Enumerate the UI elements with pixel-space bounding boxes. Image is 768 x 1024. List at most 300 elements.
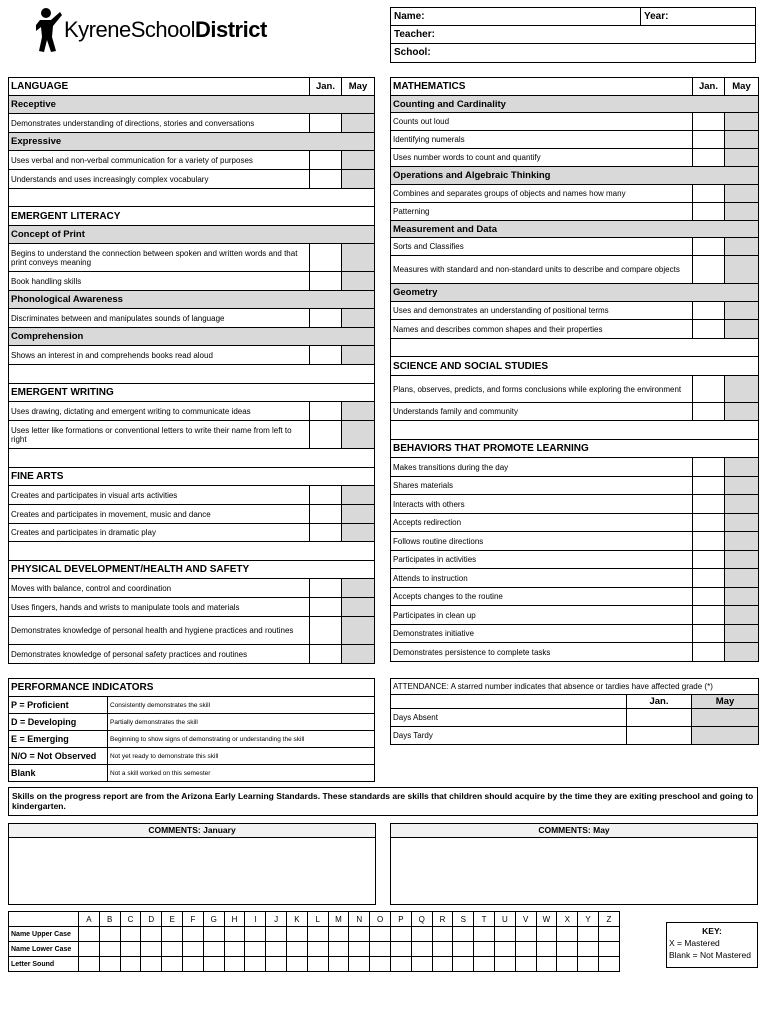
student-info-box: [390, 7, 756, 63]
key-box: [666, 922, 758, 968]
letter-cell[interactable]: [432, 957, 453, 972]
letter-cell[interactable]: [203, 957, 224, 972]
may-cell[interactable]: [725, 569, 759, 588]
comments-january-box[interactable]: [8, 823, 376, 905]
skill-row: [391, 588, 759, 606]
may-cell[interactable]: [342, 151, 375, 170]
letter-cell[interactable]: [183, 957, 204, 972]
jan-cell[interactable]: [310, 579, 342, 598]
section-title: EMERGENT LITERACY: [9, 207, 375, 226]
letter-cell[interactable]: [224, 942, 245, 957]
letter-cell[interactable]: [494, 957, 515, 972]
alphabet-row-label: Name Lower Case: [9, 942, 79, 957]
letter-cell[interactable]: [370, 957, 391, 972]
may-cell[interactable]: [725, 302, 759, 320]
letter-header: L: [307, 912, 328, 927]
skill-label: Plans, observes, predicts, and forms conclusions while exploring the environment: [391, 376, 693, 403]
skill-label: Combines and separates groups of objects and names how many: [391, 185, 693, 203]
may-cell[interactable]: [342, 486, 375, 505]
skill-row: [391, 551, 759, 569]
letter-cell[interactable]: [557, 957, 578, 972]
skill-label: Uses number words to count and quantify: [391, 149, 693, 167]
letter-cell[interactable]: [578, 942, 599, 957]
skill-label: Names and describes common shapes and their properties: [391, 320, 693, 339]
letter-header: M: [328, 912, 349, 927]
letter-header: H: [224, 912, 245, 927]
letter-cell[interactable]: [578, 957, 599, 972]
spacer-row: [9, 365, 375, 384]
letter-cell[interactable]: [266, 957, 287, 972]
skill-label: Participates in clean up: [391, 606, 693, 625]
may-cell[interactable]: [342, 309, 375, 328]
skill-label: Begins to understand the connection between spoken and written words and that print conveys meaning: [9, 244, 310, 272]
jan-cell[interactable]: [310, 486, 342, 505]
alphabet-row-label: Name Upper Case: [9, 927, 79, 942]
may-cell[interactable]: [725, 551, 759, 569]
may-cell[interactable]: [725, 376, 759, 403]
skill-label: Sorts and Classifies: [391, 238, 693, 256]
section-title: MATHEMATICS: [391, 78, 693, 96]
letter-cell[interactable]: [245, 957, 266, 972]
letter-cell[interactable]: [453, 942, 474, 957]
letter-cell[interactable]: [328, 927, 349, 942]
subsection-title: Geometry: [391, 284, 759, 302]
skill-row: [391, 495, 759, 514]
letter-header: F: [183, 912, 204, 927]
skill-row: [391, 238, 759, 256]
letter-header: G: [203, 912, 224, 927]
jan-cell[interactable]: [693, 514, 725, 532]
letter-cell[interactable]: [536, 957, 557, 972]
skill-row: [9, 598, 375, 617]
skill-label: Creates and participates in visual arts activities: [9, 486, 310, 505]
standards-note: Skills on the progress report are from the Arizona Early Learning Standards. These standards are skills that children should acquire by the time they are exiting preschool and going to kindergarten.: [8, 787, 758, 816]
may-cell[interactable]: [342, 505, 375, 524]
subsection-title: Expressive: [9, 133, 375, 151]
letter-header: R: [432, 912, 453, 927]
skill-row: [9, 617, 375, 645]
indicator-desc: Not a skill worked on this semester: [108, 765, 375, 782]
jan-header: Jan.: [693, 78, 725, 96]
jan-cell[interactable]: [693, 551, 725, 569]
letter-cell[interactable]: [79, 927, 100, 942]
skill-row: [391, 403, 759, 421]
may-cell[interactable]: [725, 131, 759, 149]
jan-cell[interactable]: [310, 524, 342, 542]
letter-cell[interactable]: [432, 942, 453, 957]
skill-label: Demonstrates knowledge of personal safety practices and routines: [9, 645, 310, 664]
letter-cell[interactable]: [390, 942, 411, 957]
letter-cell[interactable]: [141, 942, 162, 957]
skill-row: [9, 151, 375, 170]
jan-cell[interactable]: [310, 272, 342, 291]
jan-cell[interactable]: [693, 569, 725, 588]
skill-row: [391, 532, 759, 551]
spacer-row: [9, 189, 375, 207]
skill-row: [391, 185, 759, 203]
letter-header: W: [536, 912, 557, 927]
skill-label: Uses verbal and non-verbal communication for a variety of purposes: [9, 151, 310, 170]
skill-row: [391, 256, 759, 284]
letter-header: C: [120, 912, 141, 927]
letter-cell[interactable]: [411, 957, 432, 972]
comments-may-box[interactable]: [390, 823, 758, 905]
subsection-title: Operations and Algebraic Thinking: [391, 167, 759, 185]
skill-row: [9, 272, 375, 291]
letter-header: T: [474, 912, 495, 927]
skill-row: [9, 505, 375, 524]
letter-cell[interactable]: [515, 957, 536, 972]
alphabet-table: [8, 911, 620, 972]
jan-cell[interactable]: [310, 309, 342, 328]
letter-cell[interactable]: [370, 942, 391, 957]
may-cell[interactable]: [725, 458, 759, 477]
may-cell[interactable]: [725, 606, 759, 625]
may-cell[interactable]: [725, 625, 759, 643]
skill-label: Creates and participates in dramatic play: [9, 524, 310, 542]
skill-label: Demonstrates initiative: [391, 625, 693, 643]
subsection-title: Concept of Print: [9, 226, 375, 244]
jan-tardy-cell[interactable]: [627, 727, 692, 745]
letter-cell[interactable]: [79, 942, 100, 957]
letter-cell[interactable]: [162, 927, 183, 942]
section-title: FINE ARTS: [9, 468, 375, 486]
letter-cell[interactable]: [515, 927, 536, 942]
jan-cell[interactable]: [310, 346, 342, 365]
letter-header: P: [390, 912, 411, 927]
letter-header: K: [287, 912, 308, 927]
skill-label: Demonstrates persistence to complete tasks: [391, 643, 693, 662]
indicator-desc: Not yet ready to demonstrate this skill: [108, 748, 375, 765]
section-title: PHYSICAL DEVELOPMENT/HEALTH AND SAFETY: [9, 561, 375, 579]
letter-cell[interactable]: [328, 942, 349, 957]
skill-label: Uses fingers, hands and wrists to manipulate tools and materials: [9, 598, 310, 617]
subsection-title: Measurement and Data: [391, 221, 759, 238]
may-cell[interactable]: [725, 185, 759, 203]
letter-cell[interactable]: [203, 942, 224, 957]
jan-cell[interactable]: [310, 402, 342, 421]
letter-cell[interactable]: [494, 942, 515, 957]
letter-cell[interactable]: [141, 957, 162, 972]
skill-row: [391, 376, 759, 403]
alphabet-row: [9, 942, 620, 957]
may-header: May: [692, 695, 759, 709]
jan-cell[interactable]: [693, 113, 725, 131]
district-logo: [36, 6, 267, 54]
letter-cell[interactable]: [494, 927, 515, 942]
jan-cell[interactable]: [693, 238, 725, 256]
may-cell[interactable]: [725, 495, 759, 514]
jan-cell[interactable]: [693, 532, 725, 551]
jan-cell[interactable]: [693, 256, 725, 284]
key-not-mastered: Blank = Not Mastered: [669, 950, 751, 960]
comments-may-title: COMMENTS: May: [391, 824, 757, 838]
may-cell[interactable]: [342, 170, 375, 189]
letter-cell[interactable]: [349, 942, 370, 957]
may-cell[interactable]: [725, 532, 759, 551]
letter-cell[interactable]: [349, 927, 370, 942]
may-cell[interactable]: [725, 113, 759, 131]
jan-cell[interactable]: [693, 320, 725, 339]
jan-cell[interactable]: [310, 645, 342, 664]
may-absent-cell[interactable]: [692, 709, 759, 727]
jan-cell[interactable]: [310, 505, 342, 524]
right-skills-table: [390, 77, 759, 662]
letter-header: X: [557, 912, 578, 927]
letter-cell[interactable]: [120, 957, 141, 972]
letter-cell[interactable]: [162, 942, 183, 957]
jan-cell[interactable]: [693, 606, 725, 625]
days-absent-label: Days Absent: [391, 709, 627, 727]
skill-row: [9, 114, 375, 133]
letter-cell[interactable]: [411, 927, 432, 942]
letter-cell[interactable]: [307, 927, 328, 942]
may-cell[interactable]: [725, 203, 759, 221]
skill-label: Understands family and community: [391, 403, 693, 421]
may-cell[interactable]: [725, 238, 759, 256]
letter-cell[interactable]: [266, 942, 287, 957]
jan-cell[interactable]: [693, 376, 725, 403]
letter-cell[interactable]: [141, 927, 162, 942]
may-cell[interactable]: [725, 403, 759, 421]
skill-label: Shares materials: [391, 477, 693, 495]
skill-row: [391, 149, 759, 167]
skill-label: Makes transitions during the day: [391, 458, 693, 477]
letter-cell[interactable]: [224, 927, 245, 942]
jan-cell[interactable]: [310, 617, 342, 645]
letter-cell[interactable]: [162, 957, 183, 972]
letter-cell[interactable]: [536, 927, 557, 942]
may-cell[interactable]: [725, 320, 759, 339]
indicator-key: P = Proficient: [9, 697, 108, 714]
skill-row: [391, 131, 759, 149]
letter-cell[interactable]: [120, 927, 141, 942]
indicator-key: E = Emerging: [9, 731, 108, 748]
letter-cell[interactable]: [99, 927, 120, 942]
skill-row: [391, 625, 759, 643]
letter-cell[interactable]: [287, 927, 308, 942]
left-skills-table: [8, 77, 375, 664]
jan-cell[interactable]: [693, 185, 725, 203]
may-cell[interactable]: [342, 244, 375, 272]
letter-cell[interactable]: [515, 942, 536, 957]
letter-cell[interactable]: [474, 957, 495, 972]
letter-cell[interactable]: [453, 927, 474, 942]
jan-cell[interactable]: [310, 421, 342, 449]
alphabet-row-label: Letter Sound: [9, 957, 79, 972]
may-cell[interactable]: [342, 272, 375, 291]
skill-row: [9, 421, 375, 449]
letter-cell[interactable]: [578, 927, 599, 942]
letter-cell[interactable]: [307, 957, 328, 972]
subsection-title: Counting and Cardinality: [391, 96, 759, 113]
days-tardy-label: Days Tardy: [391, 727, 627, 745]
skill-row: [9, 244, 375, 272]
jan-cell[interactable]: [310, 151, 342, 170]
letter-cell[interactable]: [557, 942, 578, 957]
letter-cell[interactable]: [79, 957, 100, 972]
letter-cell[interactable]: [432, 927, 453, 942]
letter-cell[interactable]: [99, 957, 120, 972]
jan-cell[interactable]: [310, 114, 342, 133]
section-title: BEHAVIORS THAT PROMOTE LEARNING: [391, 440, 759, 458]
skill-row: [391, 606, 759, 625]
skill-label: Moves with balance, control and coordination: [9, 579, 310, 598]
skill-label: Patterning: [391, 203, 693, 221]
jan-cell[interactable]: [693, 458, 725, 477]
skill-row: [391, 569, 759, 588]
may-cell[interactable]: [342, 346, 375, 365]
may-cell[interactable]: [342, 421, 375, 449]
letter-cell[interactable]: [349, 957, 370, 972]
jan-cell[interactable]: [693, 403, 725, 421]
teacher-field[interactable]: Teacher:: [394, 29, 435, 40]
skill-row: [391, 203, 759, 221]
may-cell[interactable]: [725, 477, 759, 495]
jan-cell[interactable]: [693, 302, 725, 320]
indicator-desc: Consistently demonstrates the skill: [108, 697, 375, 714]
name-field[interactable]: Name:: [391, 8, 641, 25]
jan-cell[interactable]: [693, 131, 725, 149]
letter-cell[interactable]: [598, 927, 619, 942]
letter-cell[interactable]: [370, 927, 391, 942]
skill-row: [9, 645, 375, 664]
jan-cell[interactable]: [693, 149, 725, 167]
skill-row: [9, 402, 375, 421]
blank-header: [391, 695, 627, 709]
letter-cell[interactable]: [390, 957, 411, 972]
alphabet-header-row: [9, 912, 620, 927]
skill-label: Counts out loud: [391, 113, 693, 131]
letter-cell[interactable]: [536, 942, 557, 957]
indicator-desc: Beginning to show signs of demonstrating or understanding the skill: [108, 731, 375, 748]
skill-label: Accepts redirection: [391, 514, 693, 532]
letter-cell[interactable]: [474, 942, 495, 957]
skill-row: [391, 514, 759, 532]
indicator-key: Blank: [9, 765, 108, 782]
jan-cell[interactable]: [693, 477, 725, 495]
letter-cell[interactable]: [474, 927, 495, 942]
may-cell[interactable]: [342, 579, 375, 598]
kid-figure-icon: [36, 7, 62, 53]
year-field[interactable]: Year:: [644, 11, 669, 22]
jan-cell[interactable]: [693, 588, 725, 606]
letter-header: N: [349, 912, 370, 927]
jan-absent-cell[interactable]: [627, 709, 692, 727]
letter-cell[interactable]: [328, 957, 349, 972]
attendance-title: ATTENDANCE: A starred number indicates that absence or tardies have affected grade (*): [391, 679, 759, 695]
letter-cell[interactable]: [224, 957, 245, 972]
spacer-row: [9, 449, 375, 468]
may-header: May: [342, 78, 375, 96]
school-field[interactable]: School:: [394, 47, 431, 58]
jan-cell[interactable]: [693, 203, 725, 221]
may-cell[interactable]: [725, 588, 759, 606]
skill-row: [9, 579, 375, 598]
letter-cell[interactable]: [598, 957, 619, 972]
subsection-title: Receptive: [9, 96, 375, 114]
letter-cell[interactable]: [557, 927, 578, 942]
letter-cell[interactable]: [245, 942, 266, 957]
skill-label: Uses letter like formations or conventional letters to write their name from left to right: [9, 421, 310, 449]
attendance-table: [390, 678, 759, 745]
skill-label: Attends to instruction: [391, 569, 693, 588]
skill-row: [9, 346, 375, 365]
letter-cell[interactable]: [245, 927, 266, 942]
letter-cell[interactable]: [287, 957, 308, 972]
skill-label: Participates in activities: [391, 551, 693, 569]
spacer-row: [391, 421, 759, 440]
letter-header: U: [494, 912, 515, 927]
may-cell[interactable]: [342, 402, 375, 421]
spacer-row: [9, 542, 375, 561]
jan-cell[interactable]: [693, 625, 725, 643]
letter-cell[interactable]: [453, 957, 474, 972]
jan-cell[interactable]: [310, 170, 342, 189]
logo-wordmark: KyreneSchoolDistrict: [64, 17, 267, 42]
letter-header: S: [453, 912, 474, 927]
section-title: LANGUAGE: [9, 78, 310, 96]
may-cell[interactable]: [725, 149, 759, 167]
may-cell[interactable]: [342, 114, 375, 133]
letter-cell[interactable]: [99, 942, 120, 957]
may-cell[interactable]: [725, 514, 759, 532]
letter-cell[interactable]: [411, 942, 432, 957]
may-cell[interactable]: [342, 617, 375, 645]
alphabet-row: [9, 957, 620, 972]
letter-cell[interactable]: [120, 942, 141, 957]
performance-title: PERFORMANCE INDICATORS: [9, 679, 375, 697]
may-tardy-cell[interactable]: [692, 727, 759, 745]
may-cell[interactable]: [342, 645, 375, 664]
skill-row: [9, 486, 375, 505]
performance-indicators-table: [8, 678, 375, 782]
indicator-key: D = Developing: [9, 714, 108, 731]
may-cell[interactable]: [725, 256, 759, 284]
skill-label: Interacts with others: [391, 495, 693, 514]
jan-header: Jan.: [310, 78, 342, 96]
spacer-row: [391, 339, 759, 357]
skill-row: [9, 524, 375, 542]
skill-label: Creates and participates in movement, music and dance: [9, 505, 310, 524]
letter-cell[interactable]: [183, 942, 204, 957]
may-cell[interactable]: [342, 598, 375, 617]
skill-label: Follows routine directions: [391, 532, 693, 551]
skill-label: Shows an interest in and comprehends books read aloud: [9, 346, 310, 365]
may-cell[interactable]: [725, 643, 759, 662]
jan-header: Jan.: [627, 695, 692, 709]
letter-cell[interactable]: [183, 927, 204, 942]
letter-cell[interactable]: [307, 942, 328, 957]
skill-label: Book handling skills: [9, 272, 310, 291]
alphabet-corner: [9, 912, 79, 927]
jan-cell[interactable]: [310, 244, 342, 272]
key-mastered: X = Mastered: [669, 938, 720, 948]
may-cell[interactable]: [342, 524, 375, 542]
letter-cell[interactable]: [266, 927, 287, 942]
jan-cell[interactable]: [693, 495, 725, 514]
indicator-key: N/O = Not Observed: [9, 748, 108, 765]
letter-cell[interactable]: [390, 927, 411, 942]
letter-cell[interactable]: [287, 942, 308, 957]
letter-cell[interactable]: [203, 927, 224, 942]
letter-cell[interactable]: [598, 942, 619, 957]
skill-label: Measures with standard and non-standard units to describe and compare objects: [391, 256, 693, 284]
subsection-title: Comprehension: [9, 328, 375, 346]
skill-label: Accepts changes to the routine: [391, 588, 693, 606]
jan-cell[interactable]: [310, 598, 342, 617]
jan-cell[interactable]: [693, 643, 725, 662]
